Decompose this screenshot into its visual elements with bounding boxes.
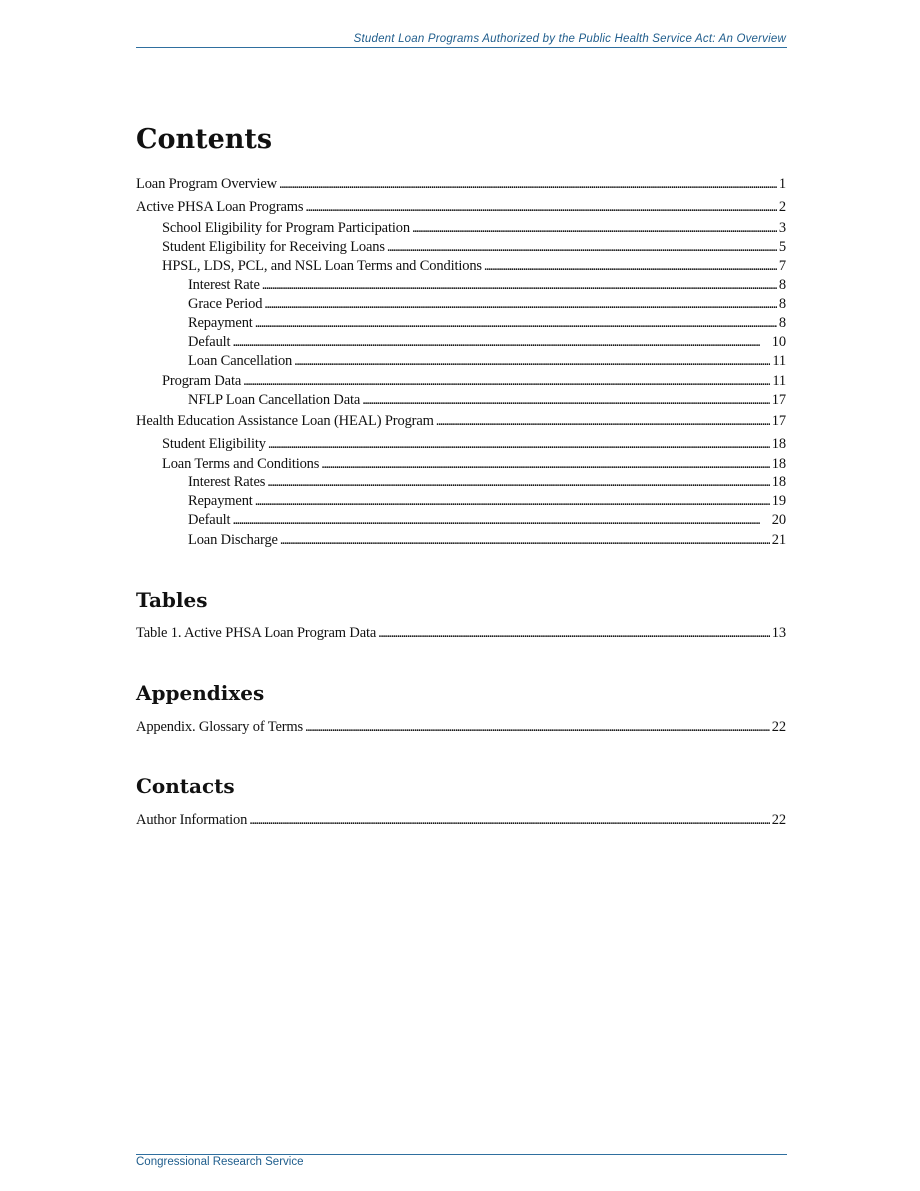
toc-entry[interactable] [162,372,786,390]
toc-entry[interactable] [188,531,786,549]
toc-entry[interactable] [188,511,786,529]
tables-heading: Tables [136,588,208,612]
toc-entry-label: School Eligibility for Program Participation [162,220,410,236]
dot-leader [262,276,777,294]
toc-entry-label: Active PHSA Loan Programs [136,199,304,215]
toc-page-number: 3 [778,220,786,236]
toc-entry-label: Interest Rate [188,277,260,293]
dot-leader [305,718,770,736]
toc-entry-label: Table 1. Active PHSA Loan Program Data [136,625,377,641]
toc-entry[interactable] [136,198,786,216]
toc-page-number: 22 [771,719,786,735]
dot-leader [362,391,770,409]
toc-entry[interactable] [136,811,786,829]
toc-entry-label: Loan Program Overview [136,176,278,192]
toc-entry-label: Default [188,334,231,350]
toc-entry-label: Author Information [136,812,248,828]
running-header-title: Student Loan Programs Authorized by the Public Health Service Act: An Overview [353,33,786,45]
toc-entry-label: Grace Period [188,296,263,312]
header-rule [136,47,787,48]
toc-page-number: 8 [778,315,786,331]
toc-entry[interactable] [162,257,786,275]
toc-entry-label: Appendix. Glossary of Terms [136,719,304,735]
dot-leader [436,412,770,430]
dot-leader [267,473,770,491]
toc-page-number: 10 [771,334,786,350]
toc-page-number: 1 [778,176,786,192]
toc-entry[interactable] [188,314,786,332]
toc-entry[interactable] [188,333,786,351]
toc-page-number: 22 [771,812,786,828]
dot-leader [255,314,777,332]
toc-entry[interactable] [136,718,786,736]
running-footer-organization: Congressional Research Service [136,1156,304,1168]
toc-entry[interactable] [162,238,786,256]
toc-entry-label: Program Data [162,373,242,389]
dot-leader [305,198,776,216]
toc-page-number: 11 [772,373,786,389]
toc-entry-label: Student Eligibility [162,436,266,452]
dot-leader [268,435,770,453]
contents-heading: Contents [136,124,273,155]
toc-page-number: 18 [771,474,786,490]
dot-leader [255,492,770,510]
dot-leader [294,352,770,370]
toc-page-number: 11 [772,353,786,369]
contacts-heading: Contacts [136,774,235,798]
dot-leader [232,511,769,529]
toc-entry[interactable] [162,455,786,473]
dot-leader [387,238,777,256]
footer-rule [136,1154,787,1155]
toc-page-number: 17 [771,413,786,429]
dot-leader [243,372,770,390]
toc-entry[interactable] [188,295,786,313]
dot-leader [484,257,777,275]
toc-entry[interactable] [162,435,786,453]
toc-page-number: 21 [771,532,786,548]
toc-page-number: 7 [778,258,786,274]
toc-page-number: 18 [771,436,786,452]
toc-entry[interactable] [136,175,786,193]
toc-entry-label: NFLP Loan Cancellation Data [188,392,361,408]
toc-entry[interactable] [188,276,786,294]
toc-entry-label: Repayment [188,315,253,331]
toc-entry[interactable] [188,391,786,409]
toc-entry-label: Student Eligibility for Receiving Loans [162,239,385,255]
toc-entry[interactable] [188,352,786,370]
toc-entry-label: Loan Terms and Conditions [162,456,320,472]
toc-entry[interactable] [188,492,786,510]
toc-entry[interactable] [162,219,786,237]
toc-entry-label: HPSL, LDS, PCL, and NSL Loan Terms and Conditions [162,258,482,274]
toc-entry-label: Default [188,512,231,528]
toc-entry-label: Repayment [188,493,253,509]
toc-entry-label: Loan Cancellation [188,353,293,369]
toc-page-number: 19 [771,493,786,509]
toc-page-number: 8 [778,296,786,312]
toc-page-number: 18 [771,456,786,472]
toc-page-number: 20 [771,512,786,528]
dot-leader [321,455,770,473]
dot-leader [412,219,777,237]
toc-page-number: 2 [778,199,786,215]
toc-entry[interactable] [136,624,786,642]
dot-leader [264,295,777,313]
toc-page-number: 17 [771,392,786,408]
dot-leader [279,175,777,193]
toc-entry-label: Health Education Assistance Loan (HEAL) Program [136,413,434,429]
toc-entry[interactable] [188,473,786,491]
dot-leader [249,811,770,829]
dot-leader [280,531,770,549]
toc-page-number: 5 [778,239,786,255]
toc-entry[interactable] [136,412,786,430]
toc-entry-label: Interest Rates [188,474,266,490]
appendixes-heading: Appendixes [136,681,265,705]
toc-page-number: 8 [778,277,786,293]
toc-entry-label: Loan Discharge [188,532,278,548]
dot-leader [378,624,770,642]
toc-page-number: 13 [771,625,786,641]
dot-leader [232,333,769,351]
